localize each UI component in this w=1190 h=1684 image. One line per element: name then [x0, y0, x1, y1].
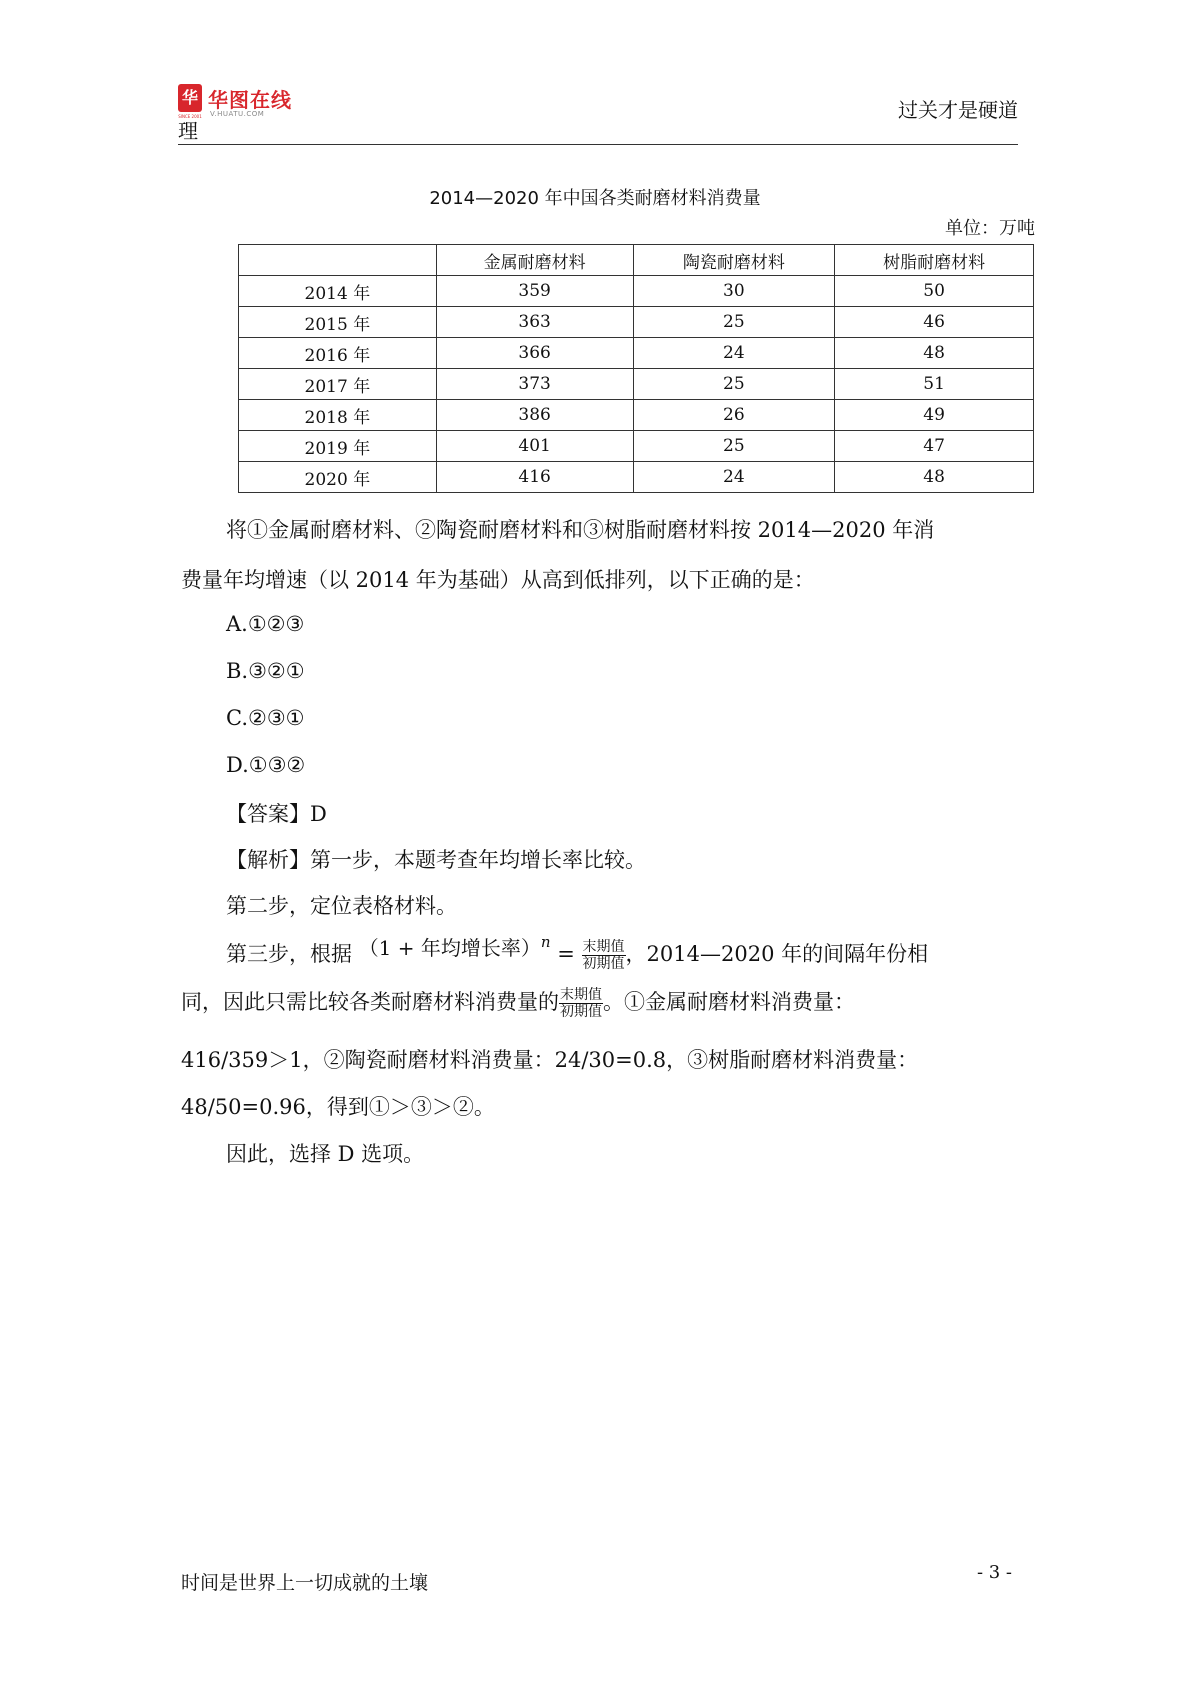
- table-row: [239, 462, 1034, 493]
- consumption-table: [238, 244, 1034, 493]
- step3-line2-suffix: 。①金属耐磨材料消费量：: [603, 990, 855, 1014]
- table-cell: 359: [436, 276, 633, 307]
- footer-motto: 时间是世界上一切成就的土壤: [181, 1572, 429, 1594]
- logo-url: V.HUATU.COM: [210, 110, 265, 118]
- logo-name: 华图在线: [208, 88, 292, 112]
- fraction-denominator: 初期值: [560, 1004, 602, 1020]
- table-row: [239, 338, 1034, 369]
- formula-exponent: n: [540, 933, 551, 951]
- page-header: [178, 80, 1018, 145]
- page-number: - 3 -: [976, 1562, 1012, 1583]
- table-cell: 2019 年: [239, 431, 437, 462]
- table-cell: 24: [633, 338, 835, 369]
- analysis-step-3-line-2: [181, 986, 855, 1020]
- table-cell: 2016 年: [239, 338, 437, 369]
- analysis-step-3-line-4: 48/50=0.96，得到①＞③＞②。: [181, 1095, 495, 1119]
- table-cell: 26: [633, 400, 835, 431]
- formula-left: （1 + 年均增长率）: [358, 936, 541, 960]
- table-row: [239, 369, 1034, 400]
- question-line-1: 将①金属耐磨材料、②陶瓷耐磨材料和③树脂耐磨材料按 2014—2020 年消: [226, 518, 935, 542]
- table-cell: 25: [633, 369, 835, 400]
- table-cell: 401: [436, 431, 633, 462]
- table-row: [239, 307, 1034, 338]
- column-header: 金属耐磨材料: [436, 245, 633, 276]
- answer-line: 【答案】D: [226, 802, 327, 826]
- table-cell: 24: [633, 462, 835, 493]
- table-cell: 2014 年: [239, 276, 437, 307]
- table-cell: 49: [835, 400, 1034, 431]
- analysis-step-1: 【解析】第一步，本题考查年均增长率比较。: [226, 848, 646, 872]
- table-cell: 50: [835, 276, 1034, 307]
- formula-fraction: [582, 939, 626, 972]
- table-cell: 30: [633, 276, 835, 307]
- table-cell: 25: [633, 307, 835, 338]
- logo-mark-icon: 华: [178, 84, 202, 112]
- question-line-2: 费量年均增速（以 2014 年为基础）从高到低排列，以下正确的是：: [181, 568, 815, 592]
- fraction-numerator: 末期值: [582, 939, 625, 955]
- step3-line2-prefix: 同，因此只需比较各类耐磨材料消费量的: [181, 990, 559, 1014]
- table-cell: 46: [835, 307, 1034, 338]
- table-cell: 2020 年: [239, 462, 437, 493]
- option-d: D.①③②: [226, 753, 306, 777]
- option-c: C.②③①: [226, 706, 305, 730]
- column-header: 树脂耐磨材料: [835, 245, 1034, 276]
- header-left-text: 理: [178, 119, 198, 143]
- step3-prefix: 第三步，根据: [226, 942, 352, 966]
- column-header: [239, 245, 437, 276]
- table-cell: 373: [436, 369, 633, 400]
- table-cell: 2015 年: [239, 307, 437, 338]
- table-title: 2014—2020 年中国各类耐磨材料消费量: [429, 188, 761, 209]
- logo-since: SINCE 2001: [178, 114, 202, 119]
- table-cell: 51: [835, 369, 1034, 400]
- table-cell: 2017 年: [239, 369, 437, 400]
- option-a: A.①②③: [226, 612, 305, 636]
- analysis-step-2: 第二步，定位表格材料。: [226, 894, 457, 918]
- formula-equals: =: [557, 942, 575, 966]
- table-cell: 366: [436, 338, 633, 369]
- table-unit: 单位：万吨: [945, 218, 1035, 239]
- table-cell: 386: [436, 400, 633, 431]
- table-cell: 48: [835, 338, 1034, 369]
- analysis-step-3-line-3: 416/359＞1，②陶瓷耐磨材料消费量：24/30=0.8，③树脂耐磨材料消费量：: [181, 1048, 919, 1072]
- table-cell: 2018 年: [239, 400, 437, 431]
- table-cell: 48: [835, 462, 1034, 493]
- header-slogan: 过关才是硬道: [898, 98, 1018, 122]
- table-header-row: [239, 245, 1034, 276]
- option-b: B.③②①: [226, 659, 305, 683]
- step3-suffix: ，2014—2020 年的间隔年份相: [625, 942, 929, 966]
- table-cell: 363: [436, 307, 633, 338]
- table-cell: 25: [633, 431, 835, 462]
- table-cell: 47: [835, 431, 1034, 462]
- analysis-step-3: [226, 932, 928, 972]
- analysis-conclusion: 因此，选择 D 选项。: [226, 1142, 425, 1166]
- table-row: [239, 431, 1034, 462]
- inline-fraction: [559, 987, 603, 1020]
- table-cell: 416: [436, 462, 633, 493]
- fraction-numerator: 末期值: [560, 987, 602, 1003]
- column-header: 陶瓷耐磨材料: [633, 245, 835, 276]
- table-row: [239, 400, 1034, 431]
- table-row: [239, 276, 1034, 307]
- fraction-denominator: 初期值: [582, 956, 625, 972]
